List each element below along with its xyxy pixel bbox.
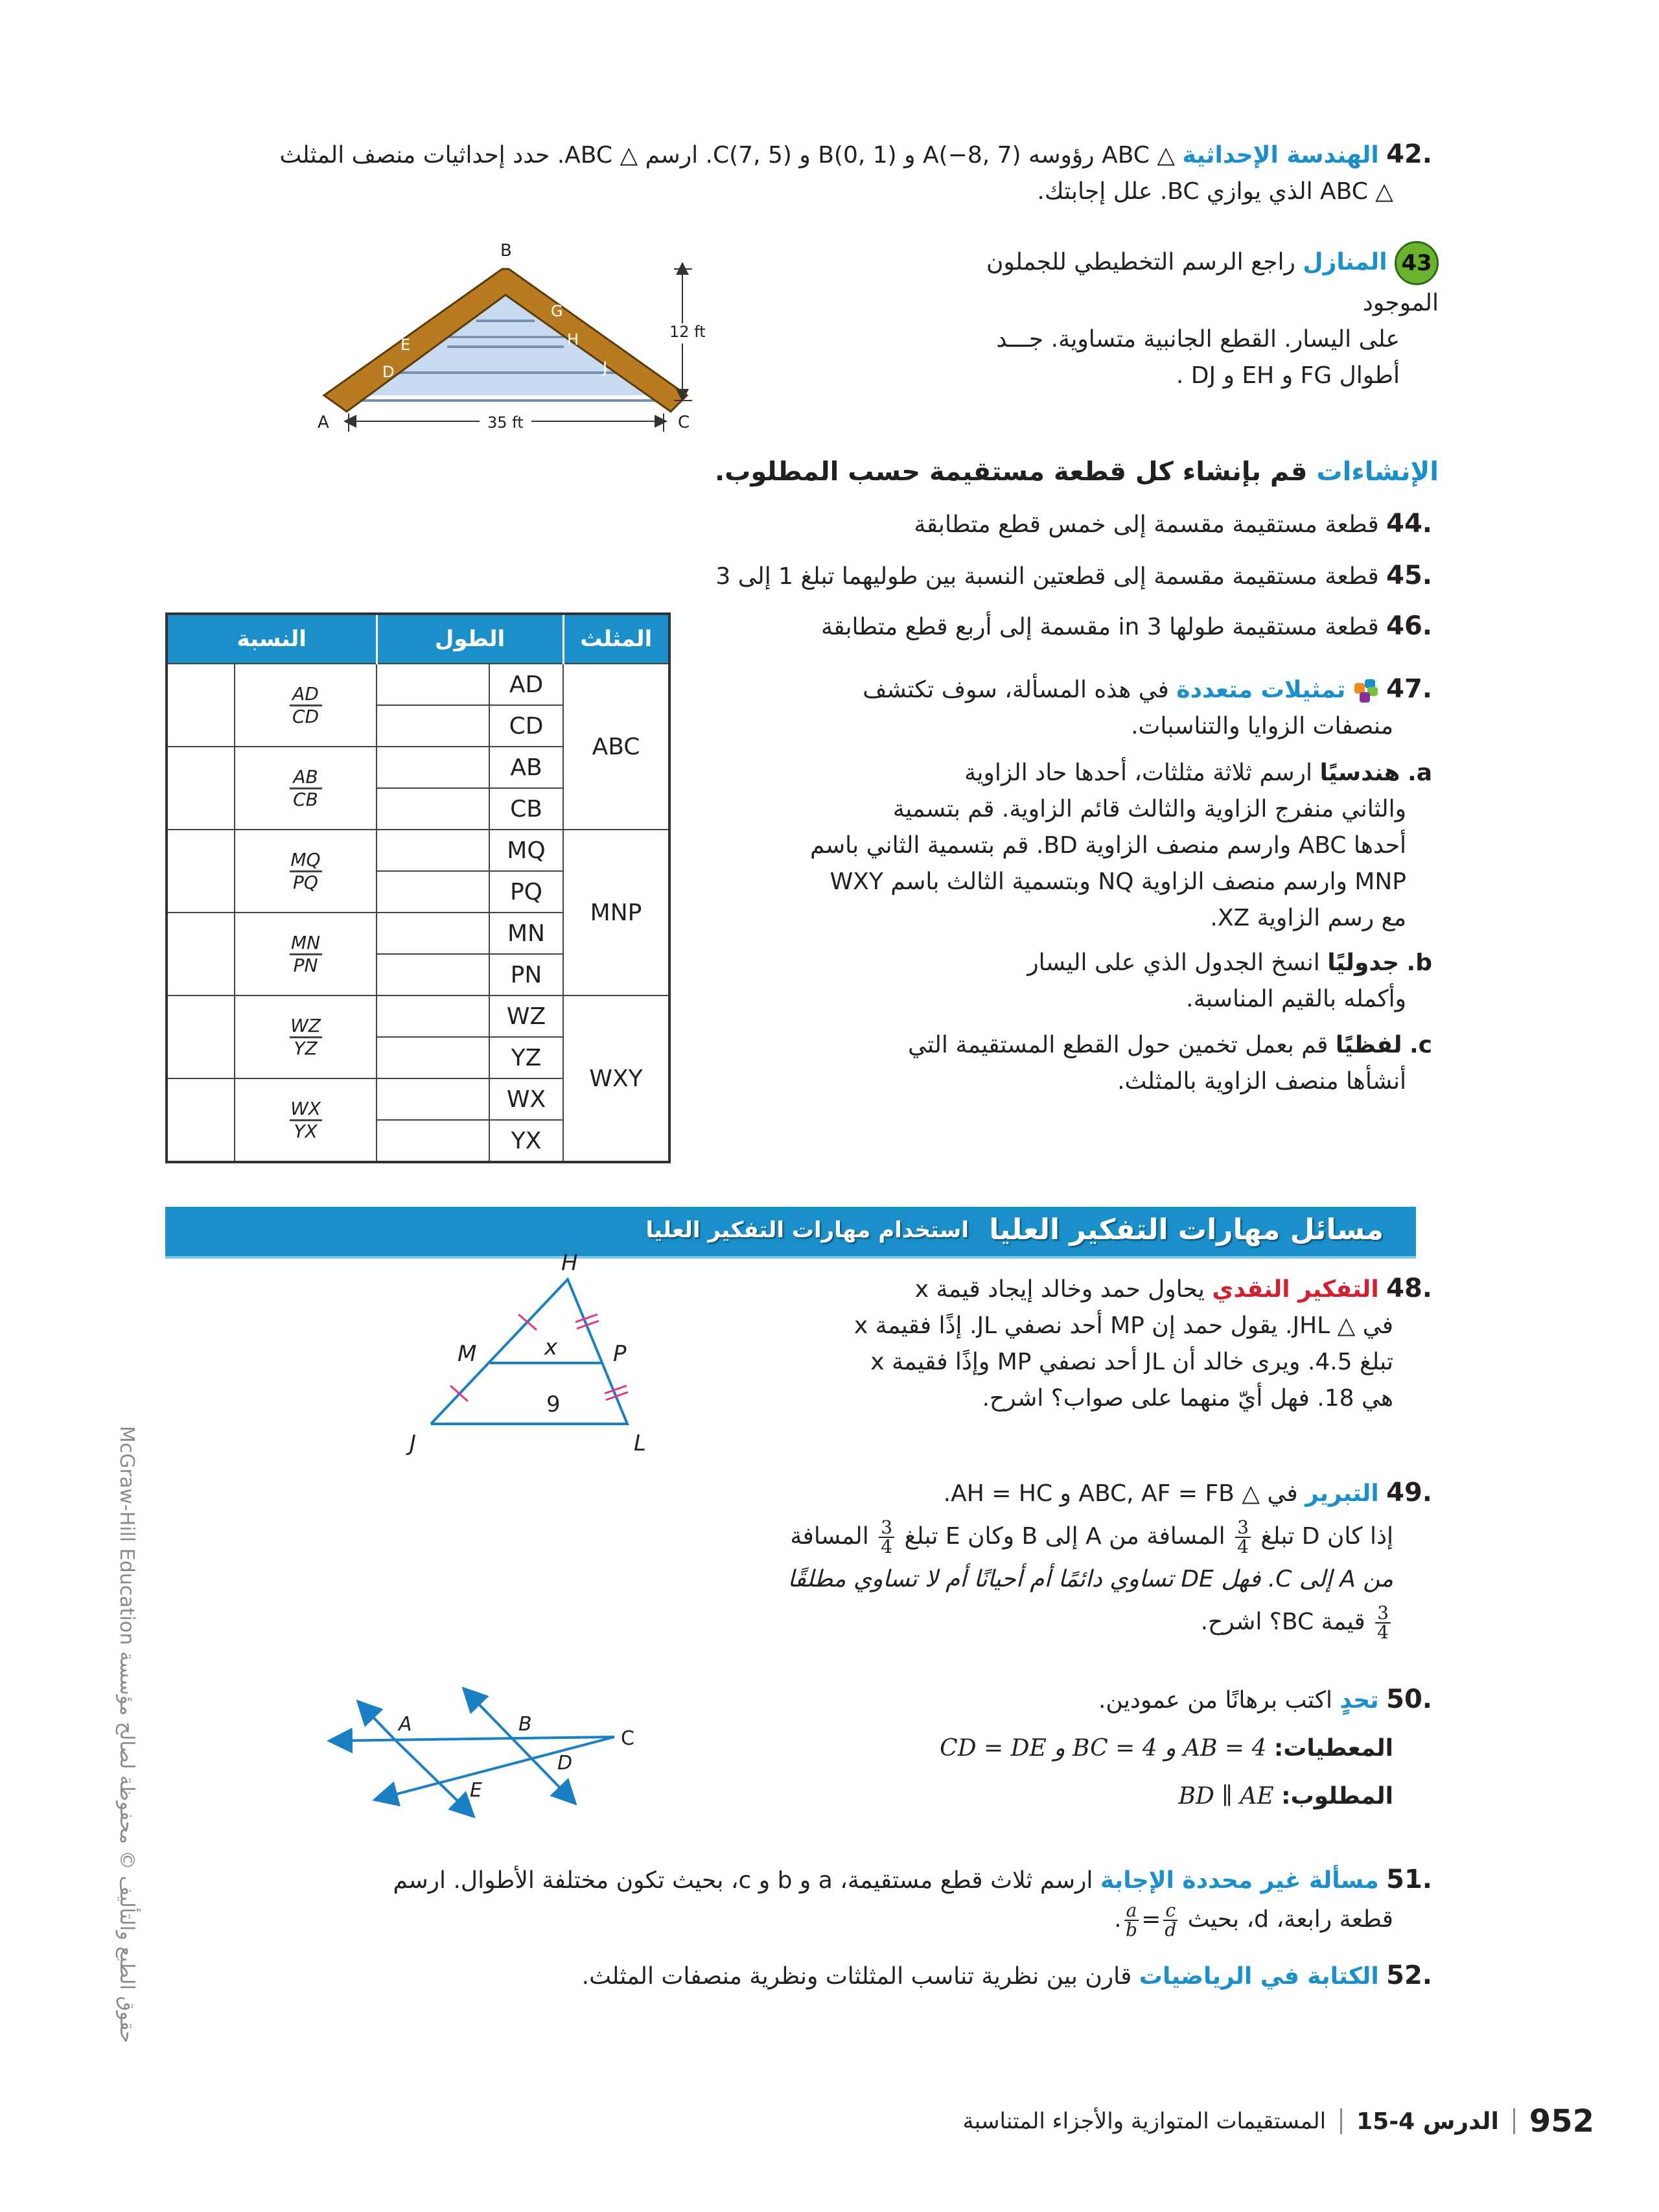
fraction-a-over-b: $\frac{a}{b}$ xyxy=(1124,1902,1139,1939)
length-input-cell[interactable] xyxy=(377,1120,489,1162)
question-47a xyxy=(784,755,1432,937)
length-input-cell[interactable] xyxy=(377,788,489,830)
answer-cell[interactable] xyxy=(167,995,235,1078)
fraction-three-quarters: $\frac{3}{4}$ xyxy=(1375,1604,1391,1642)
question-text: قارن بين نظرية تناسب المثلثات ونظرية منصفات المثلث. xyxy=(581,1963,1132,1990)
copyright-notice: McGraw-Hill Education حقوق الطبع والتأليف © محفوظة لصالح مؤسسة xyxy=(115,1426,138,2043)
triangle-cell: ABC xyxy=(563,664,669,830)
answer-cell[interactable] xyxy=(167,830,235,913)
segment-cell: AD xyxy=(489,664,563,705)
question-keyword: مسألة غير محددة الإجابة xyxy=(1100,1867,1379,1894)
question-keyword: تمثيلات متعددة xyxy=(1176,677,1346,703)
fraction-c-over-d: $\frac{c}{d}$ xyxy=(1165,1900,1177,1940)
question-number: .51 xyxy=(1386,1865,1432,1894)
segment-cell: CD xyxy=(489,705,563,747)
question-48 xyxy=(719,1270,1432,1417)
part-text: مع رسم الزاوية XZ. xyxy=(1210,905,1406,931)
ratio-cell: MN PN xyxy=(235,913,377,995)
segment-label-9: 9 xyxy=(546,1391,561,1417)
question-number: .50 xyxy=(1386,1684,1432,1714)
question-text: المسافة xyxy=(790,1523,869,1550)
length-input-cell[interactable] xyxy=(377,830,489,871)
part-text: ارسم ثلاثة مثلثات، أحدها حاد الزاوية xyxy=(964,760,1313,786)
triangle-jhl-figure xyxy=(389,1250,687,1456)
length-input-cell[interactable] xyxy=(377,913,489,954)
point-label-D: D xyxy=(382,363,395,381)
question-49 xyxy=(622,1471,1432,1644)
question-keyword: تحدٍ xyxy=(1340,1687,1379,1714)
question-47 xyxy=(784,671,1432,745)
section-keyword: الإنشاءات xyxy=(1316,457,1439,487)
question-text: اكتب برهانًا من عمودين. xyxy=(1098,1687,1332,1714)
constructions-heading xyxy=(715,457,1439,487)
ratio-cell: AB CB xyxy=(235,747,377,830)
question-number: .42 xyxy=(1386,139,1432,169)
part-text: أنشأها منصف الزاوية بالمثلث. xyxy=(1117,1068,1406,1095)
height-label: 12 ft xyxy=(669,323,706,341)
question-number: .45 xyxy=(1386,561,1432,590)
question-43 xyxy=(907,241,1439,394)
point-label-E: E xyxy=(470,1779,482,1802)
question-number-badge: 43 xyxy=(1395,241,1439,285)
question-keyword: المنازل xyxy=(1303,249,1387,275)
point-label-A: A xyxy=(399,1713,412,1736)
answer-cell[interactable] xyxy=(167,913,235,995)
page-number: 952 xyxy=(1529,2103,1594,2139)
point-label-M: M xyxy=(458,1341,477,1367)
answer-cell[interactable] xyxy=(167,1078,235,1162)
question-text: من A إلى C. فهل DE تساوي دائمًا أم أحيانًا أم لا تساوي مطلقًا xyxy=(787,1566,1393,1592)
question-number: .49 xyxy=(1386,1478,1432,1508)
question-keyword: الهندسة الإحداثية xyxy=(1182,142,1379,169)
question-keyword: الكتابة في الرياضيات xyxy=(1139,1963,1379,1990)
question-text-line2: على اليسار. القطع الجانبية متساوية. جـــد xyxy=(996,326,1400,353)
ratio-cell: WX YX xyxy=(235,1078,377,1162)
part-label: b. xyxy=(1406,949,1432,976)
question-47b xyxy=(784,945,1432,1018)
ratio-cell: WZ YZ xyxy=(235,995,377,1078)
point-label-H: H xyxy=(561,1250,578,1276)
footer-divider xyxy=(1513,2108,1515,2134)
question-number: .44 xyxy=(1386,509,1432,539)
section-banner xyxy=(165,1207,1416,1259)
question-47c xyxy=(784,1027,1432,1100)
point-label-J: J xyxy=(410,1430,417,1456)
point-label-F: F xyxy=(415,309,424,327)
lesson-label: الدرس 4-15 xyxy=(1356,2108,1499,2135)
part-text: والثاني منفرج الزاوية والثالث قائم الزاوية. قم بتسمية xyxy=(892,796,1406,822)
question-text: قيمة BC؟ اشرح. xyxy=(1200,1609,1365,1635)
length-input-cell[interactable] xyxy=(377,1037,489,1078)
part-text: وأكمله بالقيم المناسبة. xyxy=(1186,986,1406,1012)
part-keyword: هندسيًا xyxy=(1319,760,1400,786)
table-row xyxy=(167,995,669,1037)
part-keyword: لفظيًا xyxy=(1335,1032,1402,1058)
question-text: المسافة من A إلى B وكان E تبلغ xyxy=(904,1523,1225,1550)
question-number: .48 xyxy=(1386,1274,1432,1303)
question-text-line2: منصفات الزوايا والتناسبات. xyxy=(1131,713,1393,739)
ratio-cell: AD CD xyxy=(235,664,377,747)
header-triangle: المثلث xyxy=(563,614,669,664)
question-text: إذا كان D تبلغ xyxy=(1260,1523,1393,1550)
part-label: a. xyxy=(1408,760,1432,786)
length-input-cell[interactable] xyxy=(377,954,489,995)
multiple-representations-icon xyxy=(1353,678,1379,704)
point-label-C: C xyxy=(678,413,690,432)
question-text-line3: أطوال FG و EH و DJ . xyxy=(1176,362,1400,389)
prove-label: المطلوب: xyxy=(1281,1783,1393,1810)
segment-cell: MN xyxy=(489,913,563,954)
part-text: انسخ الجدول الذي على اليسار xyxy=(1027,949,1320,976)
question-text: قطعة مستقيمة مقسمة إلى خمس قطع متطابقة xyxy=(914,511,1379,538)
question-text-line2: △ ABC الذي يوازي BC. علل إجابتك. xyxy=(1037,178,1393,205)
answer-cell[interactable] xyxy=(167,664,235,747)
part-text: MNP وارسم منصف الزاوية NQ وبتسمية الثالث باسم WXY xyxy=(830,868,1406,895)
point-label-G: G xyxy=(551,302,563,320)
question-42 xyxy=(168,136,1432,210)
header-length: الطول xyxy=(377,614,563,664)
question-text: في هذه المسألة، سوف تكتشف xyxy=(863,677,1169,703)
segment-cell: MQ xyxy=(489,830,563,871)
length-input-cell[interactable] xyxy=(377,995,489,1037)
fraction-three-quarters: $\frac{3}{4}$ xyxy=(1235,1519,1251,1556)
question-text: ارسم ثلاث قطع مستقيمة، a و b و c، بحيث تكون مختلفة الأطوال. ارسم xyxy=(393,1867,1093,1894)
base-label: 35 ft xyxy=(487,413,524,432)
ratio-table xyxy=(165,612,671,1163)
part-label: c. xyxy=(1409,1032,1432,1058)
length-input-cell[interactable] xyxy=(377,664,489,705)
part-keyword: جدوليًا xyxy=(1327,949,1400,976)
point-label-A: A xyxy=(318,413,329,432)
page-footer xyxy=(962,2103,1594,2139)
point-label-C: C xyxy=(621,1727,634,1750)
question-keyword: التفكير النقدي xyxy=(1212,1276,1379,1303)
segment-label-x: x xyxy=(544,1334,558,1360)
triangle-cell: MNP xyxy=(563,830,669,995)
question-keyword: التبرير xyxy=(1305,1480,1379,1507)
length-input-cell[interactable] xyxy=(377,705,489,747)
question-44 xyxy=(914,506,1432,543)
point-label-E: E xyxy=(400,336,411,354)
question-51: .51 مسألة غير محددة الإجابة ارسم ثلاث قطع مستقيمة، a و b و c، بحيث تكون مختلفة الأطوال. ارسم قطعة رابعة، d، بحيث $\frac{c}{d}$ = $\frac{a}{b}$ . xyxy=(393,1865,1432,1940)
question-text: قطعة مستقيمة طولها 3 in مقسمة إلى أربع قطع متطابقة xyxy=(820,614,1379,640)
segment-cell: WZ xyxy=(489,995,563,1037)
segment-cell: PQ xyxy=(489,871,563,913)
length-input-cell[interactable] xyxy=(377,871,489,913)
point-label-B: B xyxy=(500,241,512,261)
question-text: يحاول حمد وخالد إيجاد قيمة x xyxy=(914,1276,1205,1303)
question-45 xyxy=(715,557,1432,595)
length-input-cell[interactable] xyxy=(377,747,489,788)
point-label-B: B xyxy=(518,1713,532,1736)
segment-cell: PN xyxy=(489,954,563,995)
banner-title: مسائل مهارات التفكير العليا xyxy=(989,1213,1384,1246)
question-text: تبلغ 4.5. ويرى خالد أن JL أحد نصفي MP وإذًا فقيمة x xyxy=(870,1349,1393,1375)
fraction-three-quarters: $\frac{3}{4}$ xyxy=(879,1519,894,1556)
ratio-cell: MQ PQ xyxy=(235,830,377,913)
point-label-J: J xyxy=(603,358,608,377)
segment-cell: YZ xyxy=(489,1037,563,1078)
point-label-L: L xyxy=(634,1430,646,1456)
length-input-cell[interactable] xyxy=(377,1078,489,1120)
question-text: قطعة رابعة، d، بحيث xyxy=(1187,1906,1393,1933)
header-ratio: النسبة xyxy=(167,614,377,664)
part-text: قم بعمل تخمين حول القطع المستقيمة التي xyxy=(908,1032,1328,1058)
banner-subtitle: استخدام مهارات التفكير العليا xyxy=(645,1217,969,1243)
question-text: قطعة مستقيمة مقسمة إلى قطعتين النسبة بين طوليهما تبلغ 1 إلى 3 xyxy=(715,563,1379,590)
parallel-lines-figure xyxy=(324,1685,713,1854)
given-text: AB = 4 و BC = 4 و CD = DE xyxy=(940,1735,1267,1762)
question-46 xyxy=(821,608,1432,646)
question-52 xyxy=(582,1957,1432,1995)
prove-text: BD ∥ AE xyxy=(1178,1783,1274,1810)
segment-cell: WX xyxy=(489,1078,563,1120)
segment-cell: YX xyxy=(489,1120,563,1162)
question-text: راجع الرسم التخطيطي للجملون الموجود xyxy=(986,249,1439,316)
table-row xyxy=(167,830,669,871)
point-label-H: H xyxy=(567,331,579,349)
answer-cell[interactable] xyxy=(167,747,235,830)
point-label-D: D xyxy=(557,1752,573,1775)
given-label: المعطيات: xyxy=(1273,1735,1393,1762)
question-number: .52 xyxy=(1386,1961,1432,1990)
segment-cell: CB xyxy=(489,788,563,830)
part-text: أحدها ABC وارسم منصف الزاوية BD. قم بتسمية الثاني باسم xyxy=(810,832,1406,859)
question-number: .47 xyxy=(1386,674,1432,704)
table-row xyxy=(167,664,669,705)
section-instruction: قم بإنشاء كل قطعة مستقيمة حسب المطلوب. xyxy=(714,457,1308,487)
segment-cell: AB xyxy=(489,747,563,788)
question-text: △ ABC رؤوسه (7 ,8−)A و (1 ,0)B و (5 ,7)C. ارسم △ ABC. حدد إحداثيات منصف المثلث xyxy=(279,142,1176,169)
point-label-P: P xyxy=(613,1341,627,1367)
question-50 xyxy=(849,1675,1432,1821)
question-text: في △ ABC, AF = FB و AH = HC. xyxy=(943,1480,1298,1507)
chapter-title: المستقيمات المتوازية والأجزاء المتناسبة xyxy=(962,2108,1327,2134)
footer-divider xyxy=(1340,2108,1342,2134)
truss-figure xyxy=(318,240,719,434)
triangle-cell: WXY xyxy=(563,995,669,1162)
question-text: في △ JHL. يقول حمد إن MP أحد نصفي JL. إذًا فقيمة x xyxy=(853,1312,1393,1339)
question-number: .46 xyxy=(1386,611,1432,641)
question-text: هي 18. فهل أيّ منهما على صواب؟ اشرح. xyxy=(982,1385,1393,1412)
